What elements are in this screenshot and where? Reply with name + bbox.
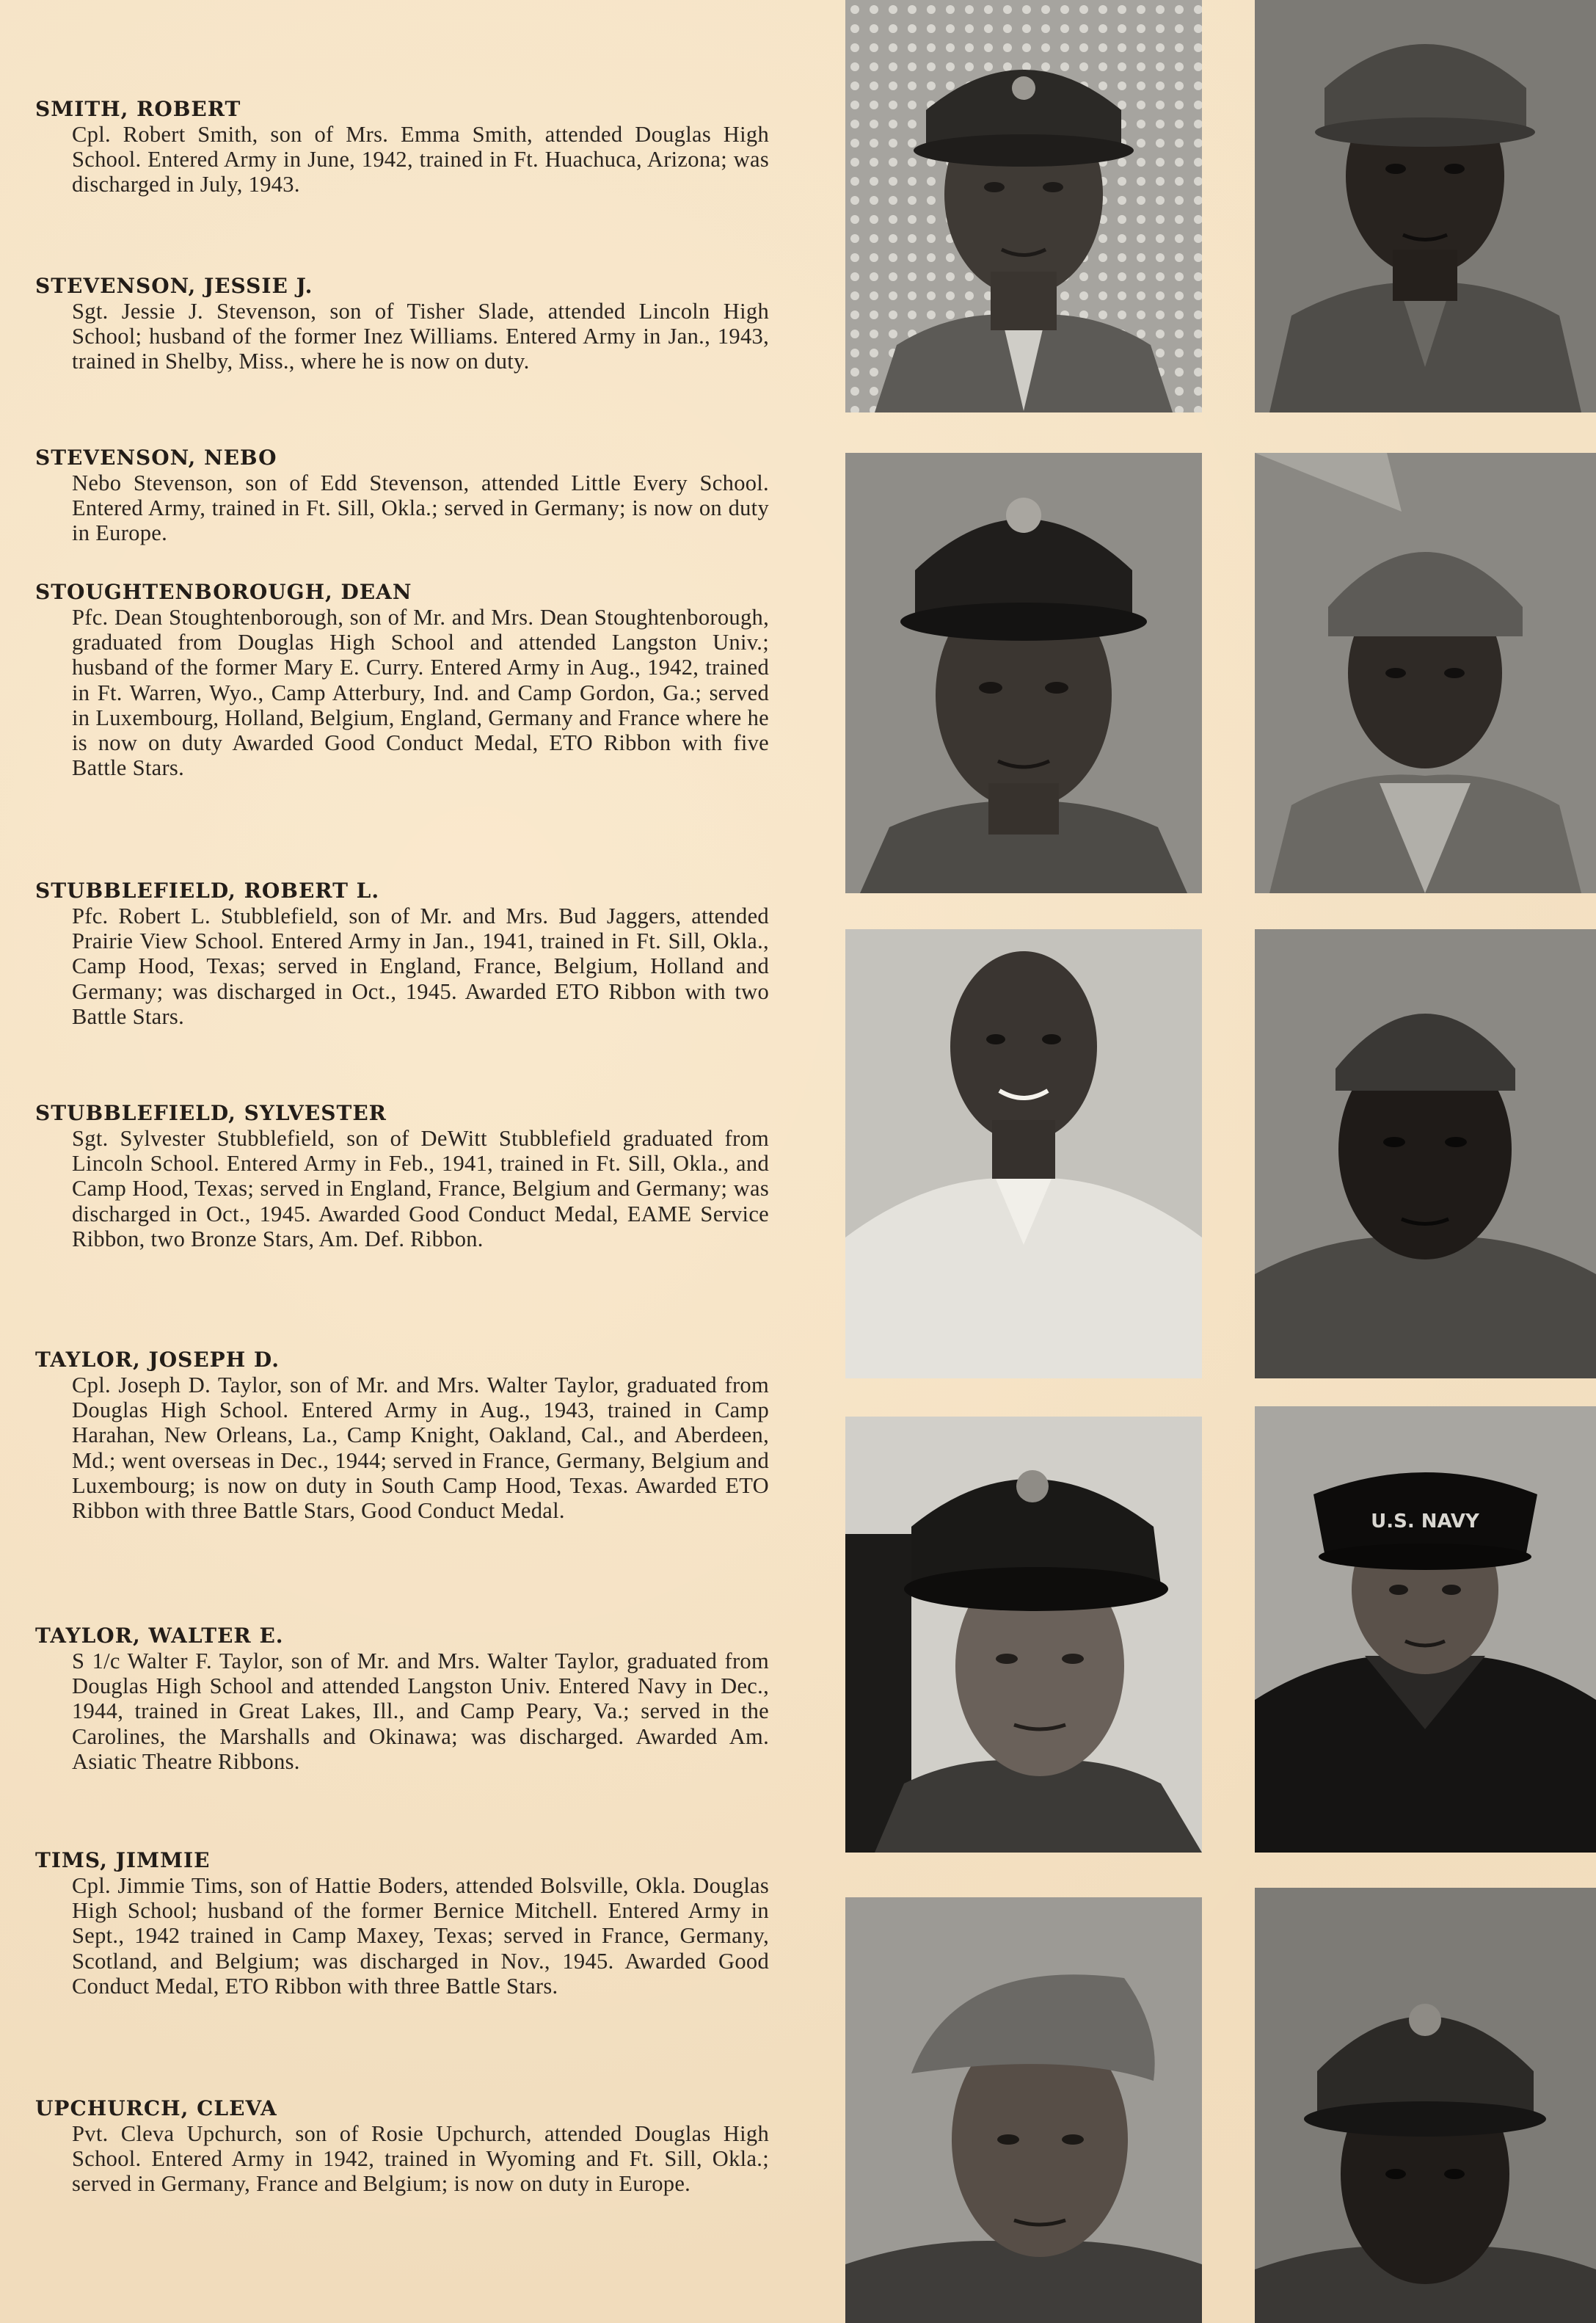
photo-stoughtenborough-dean: [1255, 453, 1596, 893]
entry-stubblefield-sylvester: [35, 1101, 769, 1251]
portrait-image: [1255, 929, 1596, 1378]
entry-name: STUBBLEFIELD, ROBERT L.: [35, 879, 380, 903]
entry-text: S 1/c Walter F. Taylor, son of Mr. and Mrs. Walter Taylor, graduated from Douglas High School and attended Langston Univ. Entered Navy in Dec., 1944, trained in Great Lakes, Ill., and Camp Peary, Va.; served in the Carolines, the Marshalls and Okinawa; was discharged. Awarded Am. Asiatic Theatre Ribbons.: [72, 1648, 769, 1774]
entry-name: TAYLOR, JOSEPH D.: [35, 1348, 280, 1372]
entry-taylor-walter: [35, 1624, 769, 1774]
entry-name: TAYLOR, WALTER E.: [35, 1624, 284, 1648]
entry-text: Sgt. Sylvester Stubblefield, son of DeWitt Stubblefield graduated from Lincoln School. Entered Army in Feb., 1941, trained in Ft. Sill, Okla., and Camp Hood, Texas; served in England, France, Belgium and Germany; was discharged in Oct., 1945. Awarded Good Conduct Medal, EAME Service Ribbon, two Bronze Stars, Am. Def. Ribbon.: [72, 1126, 769, 1251]
entry-name: SMITH, ROBERT: [35, 97, 241, 121]
entry-name: STUBBLEFIELD, SYLVESTER: [35, 1101, 387, 1125]
entry-text: Pfc. Robert L. Stubblefield, son of Mr. and Mrs. Bud Jaggers, attended Prairie View School. Entered Army in Jan., 1941, trained in Ft. Sill, Okla., Camp Hood, Texas; served in England, France, Belgium, Holland and Germany; was discharged in Oct., 1945. Awarded ETO Ribbon with two Battle Stars.: [72, 904, 769, 1029]
photo-stubblefield-sylvester: [1255, 929, 1596, 1378]
entry-text: Cpl. Joseph D. Taylor, son of Mr. and Mrs. Walter Taylor, graduated from Douglas High School. Entered Army in Aug., 1943, trained in Camp Harahan, New Orleans, La., Camp Knight, Oakland, Cal., and Aberdeen, Md.; went overseas in Dec., 1944; served in France, Germany, Belgium and Luxembourg; is now on duty in South Camp Hood, Texas. Awarded ETO Ribbon with three Battle Stars, Good Conduct Medal.: [72, 1373, 769, 1524]
entry-name: UPCHURCH, CLEVA: [35, 2096, 277, 2120]
entry-upchurch-cleva: [35, 2096, 769, 2197]
portrait-image: [1255, 0, 1596, 412]
entry-name: TIMS, JIMMIE: [35, 1848, 211, 1872]
entry-stevenson-nebo: [35, 446, 769, 546]
entry-stoughtenborough-dean: [35, 580, 769, 780]
portrait-image: [845, 929, 1202, 1378]
entry-stevenson-jessie: [35, 274, 769, 374]
photo-taylor-joseph: [845, 1417, 1202, 1853]
photo-tims-jimmie: [845, 1897, 1202, 2323]
photo-smith-robert: [845, 0, 1202, 412]
photo-stevenson-nebo: [845, 453, 1202, 893]
portrait-image: [845, 0, 1202, 412]
entry-smith-robert: [35, 97, 769, 197]
entry-text: Pvt. Cleva Upchurch, son of Rosie Upchurch, attended Douglas High School. Entered Army in 1942, trained in Wyoming and Ft. Sill, Okla.; served in Germany, France and Belgium; is now on duty in Europe.: [72, 2121, 769, 2197]
entry-name: STEVENSON, JESSIE J.: [35, 274, 313, 298]
entry-text: Nebo Stevenson, son of Edd Stevenson, attended Little Every School. Entered Army, trained in Ft. Sill, Okla.; served in Germany; is now on duty in Europe.: [72, 470, 769, 546]
portrait-image: [1255, 1888, 1596, 2323]
portrait-image: [845, 1417, 1202, 1853]
portrait-image: [1255, 1406, 1596, 1853]
photo-taylor-walter: [1255, 1406, 1596, 1853]
navy-cap-label: U.S. NAVY: [1371, 1511, 1479, 1533]
photo-stubblefield-robert: [845, 929, 1202, 1378]
portrait-image: [1255, 453, 1596, 893]
entry-name: STOUGHTENBOROUGH, DEAN: [35, 580, 412, 604]
entry-text: Pfc. Dean Stoughtenborough, son of Mr. and Mrs. Dean Stoughtenborough, graduated from Douglas High School and attended Langston Univ.; husband of the former Mary E. Curry. Entered Army in Aug., 1942, trained in Ft. Warren, Wyo., Camp Atterbury, Ind. and Camp Gordon, Ga.; served in Luxembourg, Holland, Belgium, England, Germany and France where he is now on duty Awarded Good Conduct Medal, ETO Ribbon with five Battle Stars.: [72, 605, 769, 781]
entry-stubblefield-robert: [35, 879, 769, 1029]
entry-text: Cpl. Robert Smith, son of Mrs. Emma Smith, attended Douglas High School. Entered Army in June, 1942, trained in Ft. Huachuca, Arizona; was discharged in July, 1943.: [72, 122, 769, 197]
portrait-image: [845, 1897, 1202, 2323]
entry-name: STEVENSON, NEBO: [35, 446, 277, 470]
photo-upchurch-cleva: [1255, 1888, 1596, 2323]
entry-text: Cpl. Jimmie Tims, son of Hattie Boders, attended Bolsville, Okla. Douglas High School; husband of the former Bernice Mitchell. Entered Army in Sept., 1942 trained in Camp Maxey, Texas; served in France, Germany, Scotland, and Belgium; was discharged in Nov., 1945. Awarded Good Conduct Medal, ETO Ribbon with three Battle Stars.: [72, 1873, 769, 1999]
entry-taylor-joseph: [35, 1348, 769, 1523]
entry-tims-jimmie: [35, 1848, 769, 1999]
photo-stevenson-jessie: [1255, 0, 1596, 412]
portrait-image: [845, 453, 1202, 893]
entry-text: Sgt. Jessie J. Stevenson, son of Tisher Slade, attended Lincoln High School; husband of the former Inez Williams. Entered Army in Jan., 1943, trained in Shelby, Miss., where he is now on duty.: [72, 299, 769, 374]
